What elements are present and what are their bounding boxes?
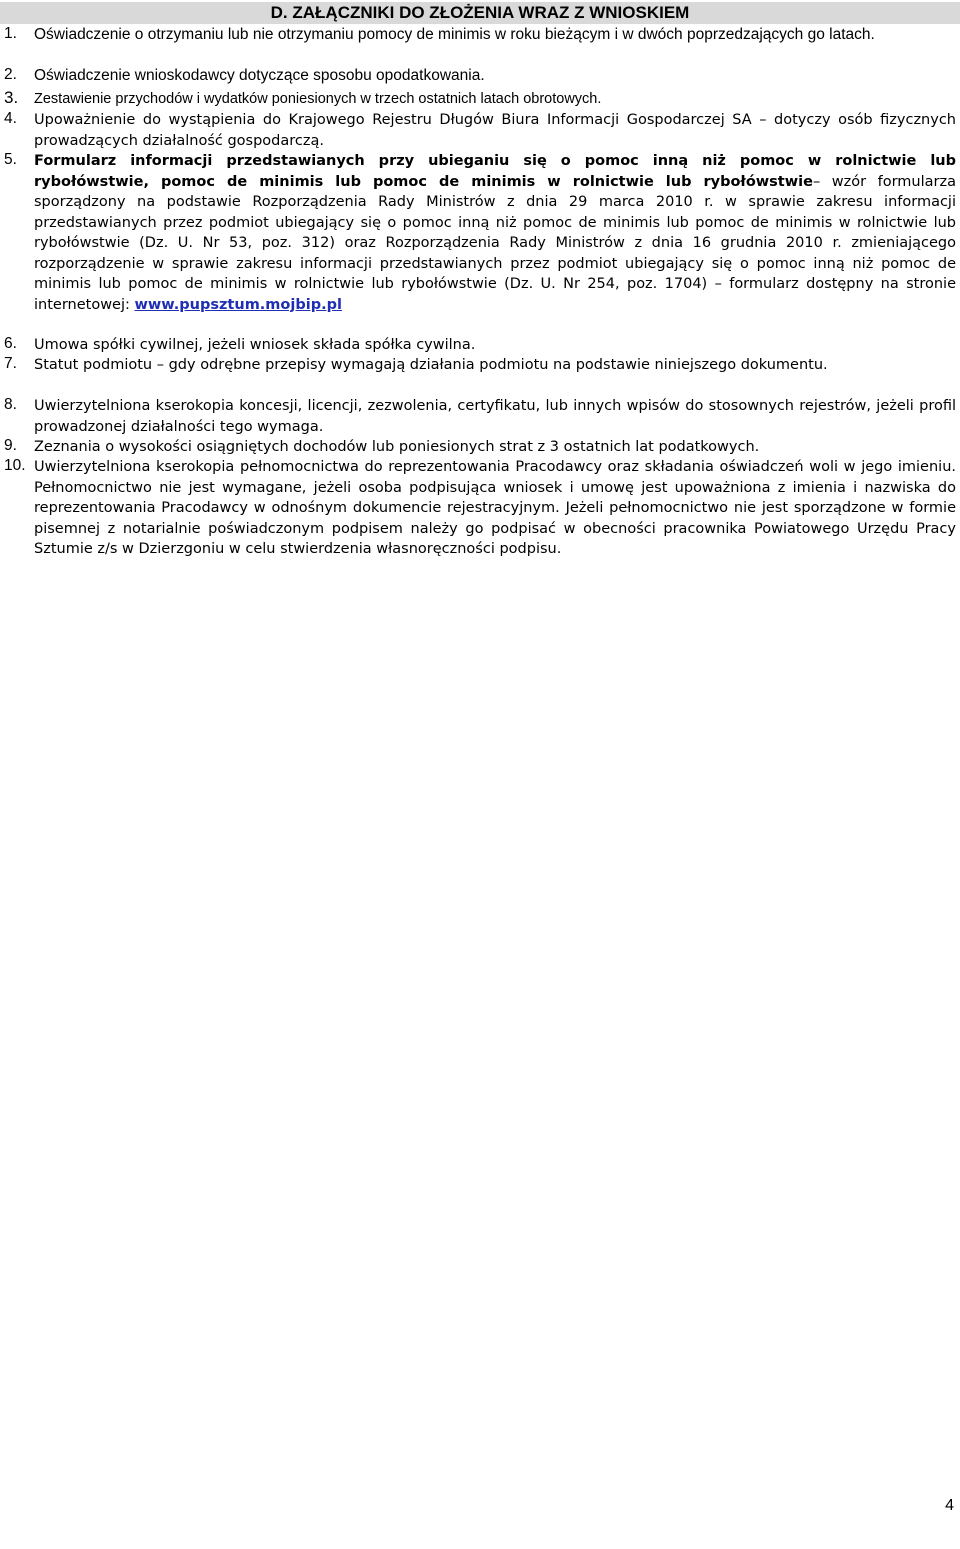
item-number: 8.: [4, 396, 17, 413]
item-number: 4.: [4, 110, 17, 127]
page-number: 4: [945, 1497, 954, 1514]
item-number: 6.: [4, 335, 17, 352]
item-bold-text: Formularz informacji przedstawianych przy ubieganiu się o pomoc inną niż pomoc w rolnictwie lub rybołówstwie, pomoc de minimis lub pomoc de minimis w rolnictwie lub rybołówstwie: [34, 153, 956, 190]
website-link[interactable]: www.pupsztum.mojbip.pl: [134, 296, 342, 313]
item-text: Zestawienie przychodów i wydatków poniesionych w trzech ostatnich latach obrotowych.: [34, 91, 602, 107]
item-number: 10.: [4, 457, 26, 474]
item-text: Zeznania o wysokości osiągniętych dochodów lub poniesionych strat z 3 ostatnich lat podatkowych.: [34, 439, 760, 455]
item-number: 1.: [4, 25, 17, 42]
item-text: Upoważnienie do wystąpienia do Krajowego Rejestru Długów Biura Informacji Gospodarczej SA – dotyczy osób fizycznych prowadzących działalność gospodarczą.: [34, 112, 956, 149]
item-text: [34, 151, 956, 315]
section-heading: D. ZAŁĄCZNIKI DO ZŁOŻENIA WRAZ Z WNIOSKIEM: [0, 2, 960, 24]
item-body-text: – wzór formularza sporządzony na podstawie Rozporządzenia Rady Ministrów z dnia 29 marca 2010 r. w sprawie zakresu informacji przedstawianych przez podmiot ubiegający się o pomoc inną niż pomoc de minimis lub pomoc de minimis w rolnictwie lub rybołówstwie (Dz. U. Nr 53, poz. 312) oraz Rozporządzenia Rady Ministrów z dnia 16 grudnia 2010 r. zmieniającego rozporządzenie w sprawie zakresu informacji przedstawianych przez podmiot ubiegający się o pomoc inną niż pomoc de minimis lub pomoc de minimis w rolnictwie lub rybołówstwie (Dz. U. Nr 254, poz. 1704) – formularz dostępny na stronie internetowej:: [34, 173, 956, 313]
item-text: Uwierzytelniona kserokopia koncesji, licencji, zezwolenia, certyfikatu, lub innych wpisów do stosownych rejestrów, jeżeli profil prowadzonej działalności tego wymaga.: [34, 398, 956, 435]
item-number: 9.: [4, 437, 17, 454]
item-text: Uwierzytelniona kserokopia pełnomocnictwa do reprezentowania Pracodawcy oraz składania oświadczeń woli w jego imieniu. Pełnomocnictwo nie jest wymagane, jeżeli osoba podpisująca wniosek i umowę jest upoważniona z imienia i nazwiska do reprezentowania Pracodawcy w odnośnym dokumencie rejestracyjnym. Jeżeli pełnomocnictwo nie jest sporządzone w formie pisemnej z notarialnie poświadczonym podpisem należy go podpisać w obecności pracownika Powiatowego Urzędu Pracy Sztumie z/s w Dzierzgoniu w celu stwierdzenia własnoręczności podpisu.: [34, 459, 956, 557]
item-number: 3.: [4, 88, 19, 107]
item-number: 7.: [4, 355, 17, 372]
item-number: 2.: [4, 66, 17, 83]
item-text: Statut podmiotu – gdy odrębne przepisy wymagają działania podmiotu na podstawie niniejszego dokumentu.: [34, 357, 828, 373]
item-text: Oświadczenie o otrzymaniu lub nie otrzymaniu pomocy de minimis w roku bieżącym i w dwóch poprzedzających go latach.: [34, 26, 875, 43]
item-number: 5.: [4, 151, 17, 168]
item-text: Oświadczenie wnioskodawcy dotyczące sposobu opodatkowania.: [34, 67, 485, 84]
item-text: Umowa spółki cywilnej, jeżeli wniosek składa spółka cywilna.: [34, 337, 476, 353]
